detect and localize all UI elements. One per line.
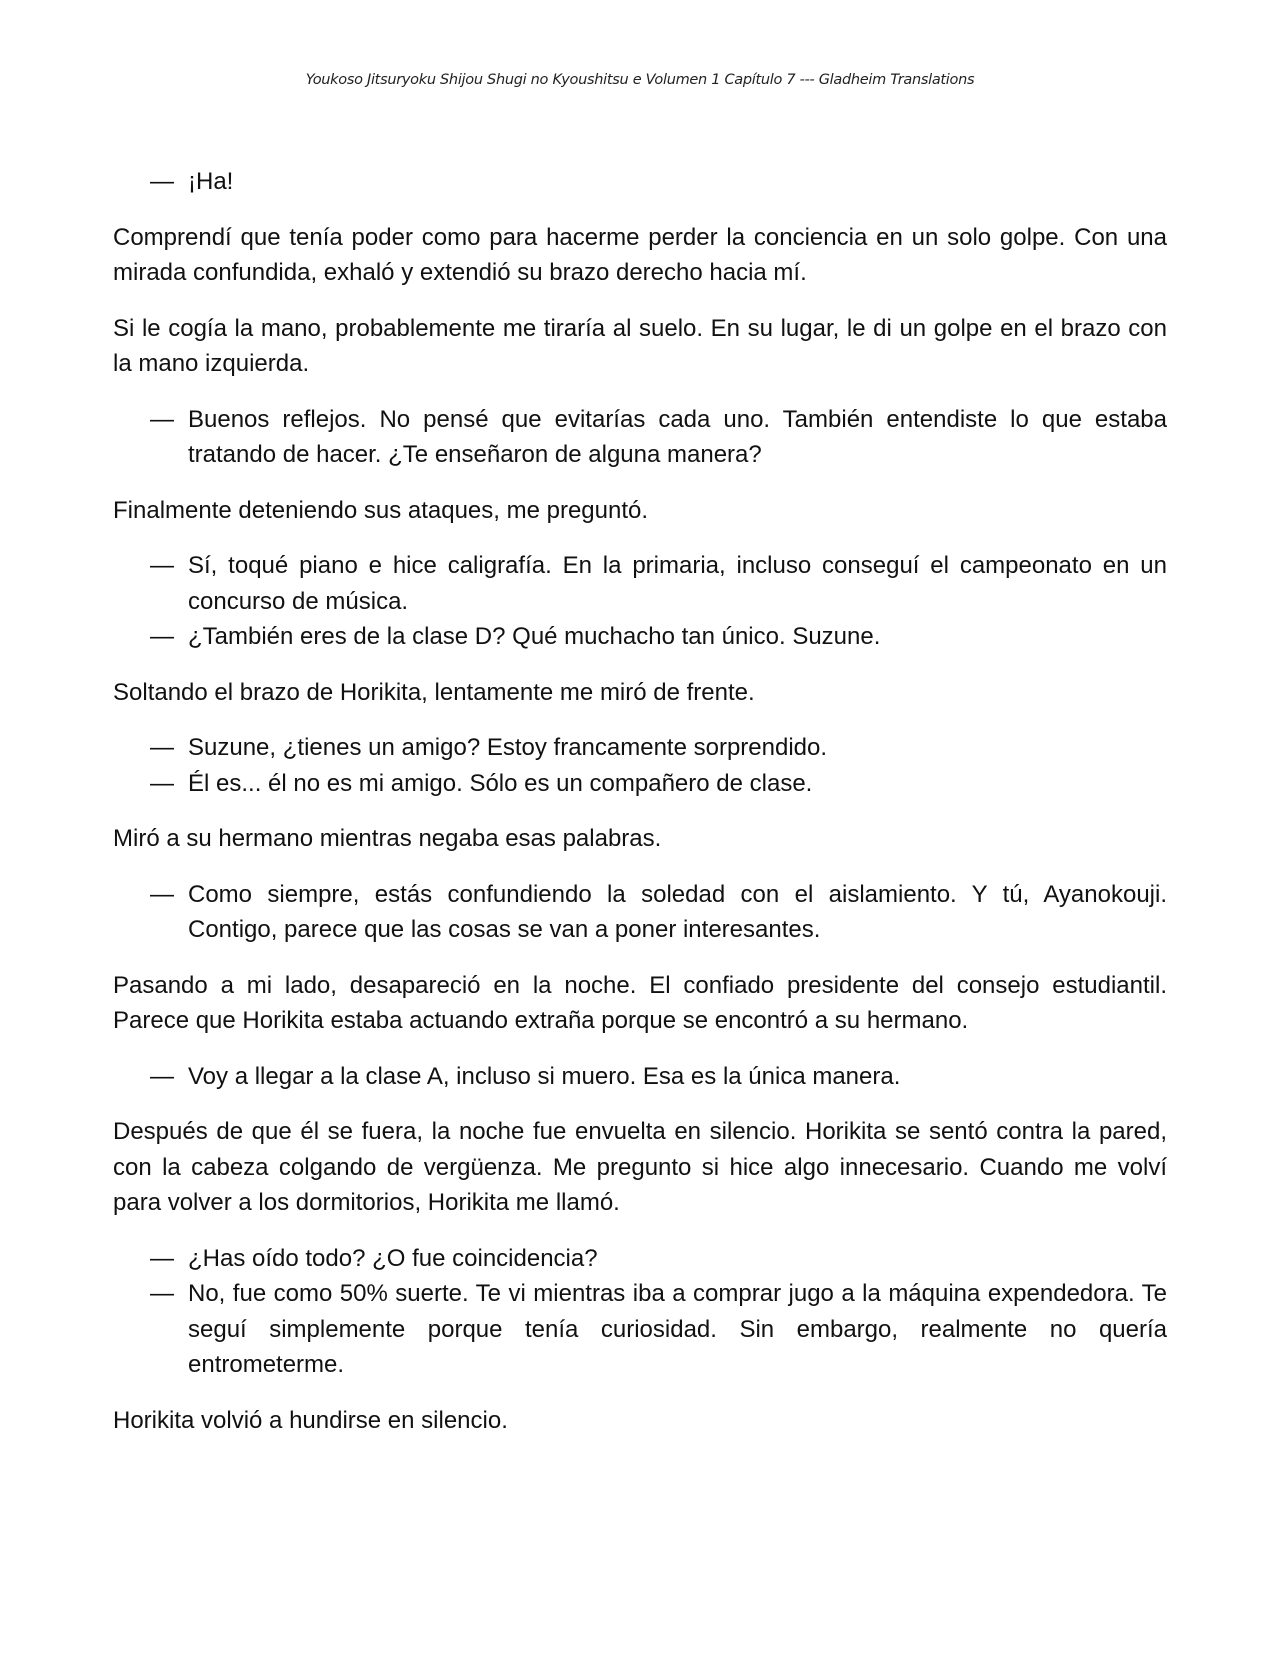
narration-paragraph: Pasando a mi lado, desapareció en la noche. El confiado presidente del consejo estudiantil. Parece que Horikita estaba actuando extraña porque se encontró a su hermano.: [113, 971, 1167, 1034]
dialog-block: [113, 877, 1167, 948]
em-dash: —: [150, 405, 174, 433]
em-dash: —: [150, 623, 174, 650]
em-dash: —: [150, 1280, 174, 1307]
narration-paragraph: Comprendí que tenía poder como para hacerme perder la conciencia en un solo golpe. Con una mirada confundida, exhaló y extendió su brazo derecho hacia mí.: [113, 223, 1167, 286]
dialog-block: [113, 730, 1167, 801]
em-dash: —: [150, 880, 174, 908]
document-body: [113, 144, 1167, 1438]
em-dash: —: [150, 734, 174, 761]
narration-paragraph: Miró a su hermano mientras negaba esas palabras.: [113, 825, 662, 852]
em-dash: —: [150, 1062, 174, 1090]
dialog-line: — Buenos reflejos. No pensé que evitarías cada uno. También entendiste lo que estaba tratando de hacer. ¿Te enseñaron de alguna manera?: [113, 402, 1167, 473]
dialog-block: [113, 1241, 1167, 1383]
narration-paragraph: Si le cogía la mano, probablemente me tiraría al suelo. En su lugar, le di un golpe en el brazo con la mano izquierda.: [113, 314, 1167, 377]
em-dash: —: [150, 769, 174, 797]
em-dash: —: [150, 168, 174, 195]
dialog-block: [113, 402, 1167, 473]
dialog-line: — Como siempre, estás confundiendo la soledad con el aislamiento. Y tú, Ayanokouji. Contigo, parece que las cosas se van a poner interesantes.: [113, 877, 1167, 948]
em-dash: —: [150, 552, 174, 579]
dialog-block: [113, 164, 1167, 200]
narration-paragraph: Soltando el brazo de Horikita, lentamente me miró de frente.: [113, 678, 755, 706]
dialog-line: — ¿También eres de la clase D? Qué muchacho tan único. Suzune.: [113, 619, 1167, 655]
dialog-line: — Suzune, ¿tienes un amigo? Estoy francamente sorprendido.: [113, 730, 1167, 766]
narration-paragraph: Después de que él se fuera, la noche fue envuelta en silencio. Horikita se sentó contra la pared, con la cabeza colgando de vergüenza. Me pregunto si hice algo innecesario. Cuando me volví para volver a los dormitorios, Horikita me llamó.: [113, 1118, 1167, 1216]
dialog-line: — ¡Ha!: [113, 164, 1167, 200]
narration-paragraph: Horikita volvió a hundirse en silencio.: [113, 1406, 508, 1434]
dialog-block: [113, 1059, 1167, 1095]
dialog-line: — Él es... él no es mi amigo. Sólo es un compañero de clase.: [113, 766, 1167, 802]
dialog-block: [113, 548, 1167, 655]
dialog-line: — ¿Has oído todo? ¿O fue coincidencia?: [113, 1241, 1167, 1277]
page-header: Youkoso Jitsuryoku Shijou Shugi no Kyoushitsu e Volumen 1 Capítulo 7 --- Gladheim Translations: [305, 72, 975, 88]
dialog-line: — Voy a llegar a la clase A, incluso si muero. Esa es la única manera.: [113, 1059, 1167, 1095]
narration-paragraph: Finalmente deteniendo sus ataques, me preguntó.: [113, 496, 649, 524]
dialog-line: — Sí, toqué piano e hice caligrafía. En la primaria, incluso conseguí el campeonato en un concurso de música.: [113, 548, 1167, 619]
em-dash: —: [150, 1244, 174, 1272]
dialog-line: — No, fue como 50% suerte. Te vi mientras iba a comprar jugo a la máquina expendedora. Te seguí simplemente porque tenía curiosidad. Sin embargo, realmente no quería entrometerme.: [113, 1276, 1167, 1383]
